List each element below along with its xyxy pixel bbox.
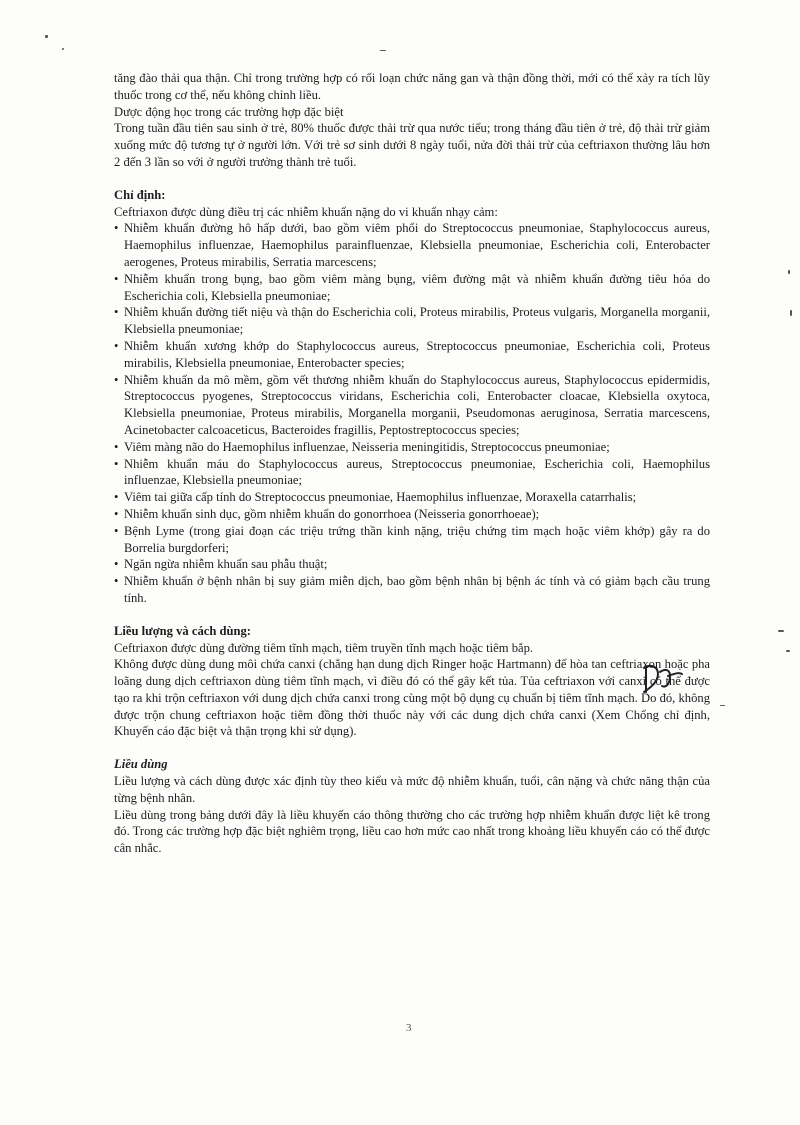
- list-item: • Viêm màng não do Haemophilus influenzae, Neisseria meningitidis, Streptococcus pneumoniae;: [114, 439, 710, 456]
- list-item: • Nhiễm khuẩn ở bệnh nhân bị suy giảm miễn dịch, bao gồm bệnh nhân bị bệnh ác tính và có giảm bạch cầu trung tính.: [114, 573, 710, 607]
- scan-speck: [790, 310, 792, 316]
- list-item: • Viêm tai giữa cấp tính do Streptococcus pneumoniae, Haemophilus influenzae, Moraxella catarrhalis;: [114, 489, 710, 506]
- list-item: • Nhiễm khuẩn máu do Staphylococcus aureus, Streptococcus pneumoniae, Escherichia coli, Haemophilus influenzae, Klebsiella pneumoniae;: [114, 456, 710, 490]
- scan-speck: [45, 35, 48, 38]
- list-item: • Ngăn ngừa nhiễm khuẩn sau phẫu thuật;: [114, 556, 710, 573]
- scan-speck: [778, 630, 784, 632]
- indications-heading: Chỉ định:: [114, 187, 166, 202]
- document-body: [114, 70, 710, 857]
- indications-lead: Ceftriaxon được dùng điều trị các nhiễm khuẩn nặng do vi khuẩn nhạy cảm:: [114, 204, 498, 219]
- dosage-heading: Liều lượng và cách dùng:: [114, 623, 251, 638]
- indications-list: [114, 220, 710, 606]
- list-item: • Nhiễm khuẩn đường tiết niệu và thận do Escherichia coli, Proteus mirabilis, Proteus vulgaris, Morganella morganii, Klebsiella pneumoniae;: [114, 304, 710, 338]
- list-item: • Nhiễm khuẩn sinh dục, gồm nhiễm khuẩn do gonorrhoea (Neisseria gonorrhoeae);: [114, 506, 710, 523]
- scan-speck: [786, 650, 790, 652]
- dosage-route: Ceftriaxon được dùng đường tiêm tĩnh mạch, tiêm truyền tĩnh mạch hoặc tiêm bắp.: [114, 640, 534, 655]
- scan-speck: [62, 48, 64, 50]
- signature-initials: [640, 662, 684, 701]
- page-number: 3: [406, 1022, 412, 1034]
- list-item: • Nhiễm khuẩn xương khớp do Staphylococcus aureus, Streptococcus pneumoniae, Escherichia coli, Proteus mirabilis, Klebsiella pneumoniae, Enterobacter species;: [114, 338, 710, 372]
- dose-heading: Liều dùng: [114, 757, 168, 772]
- dosage-calcium-warning: Không được dùng dung môi chứa canxi (chẳng hạn dung dịch Ringer hoặc Hartmann) để hòa tan ceftriaxon hoặc pha loãng dung dịch ceftriaxon dùng tiêm tĩnh mạch, vì điều đó có thể gây kết tủa. Tủa ceftriaxon với canxi có thể được tạo ra khi trộn ceftriaxon với dung dịch chứa canxi trong cùng một bộ dụng cụ chuẩn bị tiêm tĩnh mạch. Do đó, không được trộn chung ceftriaxon hoặc tiêm đồng thời thuốc này với các dung dịch chứa canxi (Xem Chống chỉ định, Khuyến cáo đặc biệt và thận trọng khi sử dụng).: [114, 657, 710, 739]
- dose-paragraph-2: Liều dùng trong bảng dưới đây là liều khuyến cáo thông thường cho các trường hợp nhiễm khuẩn được liệt kê trong đó. Trong các trường hợp đặc biệt nghiêm trọng, liều cao hơn mức cao nhất trong khoảng liều khuyến cáo có thể được cân nhắc.: [114, 807, 710, 856]
- scan-speck: [720, 705, 725, 706]
- list-item: • Bệnh Lyme (trong giai đoạn các triệu trứng thần kinh nặng, triệu chứng tim mạch hoặc viêm khớp) gây ra do Borrelia burgdorferi;: [114, 523, 710, 557]
- scan-speck: [380, 50, 386, 51]
- list-item: • Nhiễm khuẩn đường hô hấp dưới, bao gồm viêm phổi do Streptococcus pneumoniae, Staphylococcus aureus, Haemophilus influenzae, Haemophilus parainfluenzae, Klebsiella pneumoniae, Escherichia coli, Enterobacter aerogenes, Proteus mirabilis, Serratia marcescens;: [114, 220, 710, 270]
- list-item: • Nhiễm khuẩn da mô mềm, gồm vết thương nhiễm khuẩn do Staphylococcus aureus, Staphylococcus epidermidis, Streptococcus pyogenes, Streptococcus viridans, Escherichia coli, Enterobacter cloacae, Klebsiella oxytoca, Klebsiella pneumoniae, Proteus mirabilis, Morganella morganii, Pseudomonas aeruginosa, Serratia marcescens, Acinetobacter calcoaceticus, Bacteroides fragillis, Peptostreptococcus species;: [114, 372, 710, 439]
- intro-paragraph: tăng đào thải qua thận. Chỉ trong trường hợp có rối loạn chức năng gan và thận đồng thời, mới có thể xảy ra tích lũy thuốc trong cơ thể, nếu không chỉnh liều.: [114, 71, 710, 102]
- scan-speck: [788, 270, 790, 274]
- list-item: • Nhiễm khuẩn trong bụng, bao gồm viêm màng bụng, viêm đường mật và nhiễm khuẩn đường tiêu hóa do Escherichia coli, Klebsiella pneumoniae;: [114, 271, 710, 305]
- special-cases-heading: Dược động học trong các trường hợp đặc biệt: [114, 104, 344, 119]
- dose-paragraph-1: Liều lượng và cách dùng được xác định tùy theo kiểu và mức độ nhiễm khuẩn, tuổi, cân nặng và chức năng thận của từng bệnh nhân.: [114, 774, 710, 805]
- newborn-paragraph: Trong tuần đầu tiên sau sinh ở trẻ, 80% thuốc được thải trừ qua nước tiểu; trong tháng đầu tiên ở trẻ, độ thải trừ giảm xuống mức độ tương tự ở người lớn. Với trẻ sơ sinh dưới 8 ngày tuổi, nửa đời thải trừ của ceftriaxon thường lâu hơn 2 đến 3 lần so với ở người trưởng thành trẻ tuổi.: [114, 121, 710, 169]
